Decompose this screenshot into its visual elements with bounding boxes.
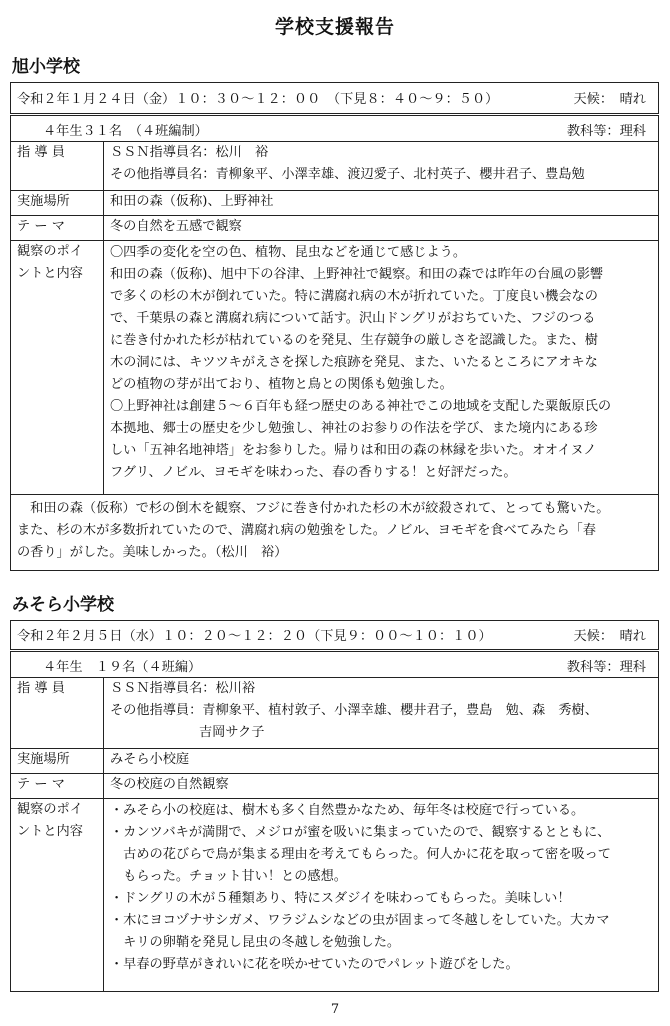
place-label: 実施場所 bbox=[11, 191, 104, 216]
school-name: みそら小学校 bbox=[12, 595, 114, 615]
date-time: 令和２年１月２４日（金）１０：３０～１２：００ （下見８：４０～９：５０） bbox=[17, 92, 499, 107]
points-line: で多くの杉の木が倒れていた。特に溝腐れ病の木が折れていた。丁度良い機会なの bbox=[110, 289, 598, 304]
comment-line: また、杉の木が多数折れていたので、溝腐れ病の勉強をした。ノビル、ヨモギを食べてみたら「春 bbox=[17, 523, 596, 538]
report-header-row bbox=[11, 621, 659, 651]
grade-info: ４年生 １９名（４班編） bbox=[43, 660, 202, 675]
lead-instructor: ＳＳＮ指導員名：松川 裕 bbox=[110, 145, 269, 160]
points-label-line: 観察のポイ bbox=[17, 244, 83, 259]
points-line: で、千葉県の森と溝腐れ病について話す。沢山ドングリがおちていた、フジのつる bbox=[110, 311, 596, 326]
points-line: に巻き付かれた杉が枯れているのを発見、生存競争の厳しさを認識した。また、樹 bbox=[110, 333, 598, 348]
points-line: どの植物の芽が出ており、植物と鳥との関係も勉強した。 bbox=[110, 377, 453, 392]
points-content bbox=[104, 241, 659, 495]
theme-label: テ ー マ bbox=[11, 774, 104, 799]
subject: 教科等：理科 bbox=[566, 124, 646, 139]
points-label bbox=[11, 799, 104, 992]
points-label-line: ントと内容 bbox=[17, 824, 83, 839]
points-line: キリの卵鞘を発見し昆虫の冬越しを勉強した。 bbox=[110, 935, 401, 950]
points-line: しい「五神名地神塔」をお参りした。帰りは和田の森の林縁を歩いた。オオイヌノ bbox=[110, 443, 597, 458]
place: 和田の森（仮称)、上野神社 bbox=[104, 191, 659, 216]
instructors-cell bbox=[104, 142, 659, 191]
report-header-row bbox=[11, 83, 659, 115]
other-instructors: その他指導員名：青柳象平、小澤幸雄、渡辺愛子、北村英子、櫻井君子、豊島勉 bbox=[110, 167, 585, 182]
instructors-cell bbox=[104, 678, 659, 749]
comment-line: 和田の森（仮称）で杉の倒木を観察、フジに巻き付かれた杉の木が絞殺されて、とっても驚いた。 bbox=[17, 501, 610, 516]
page-title: 学校支援報告 bbox=[274, 16, 395, 38]
grade-row bbox=[11, 115, 659, 142]
points-label bbox=[11, 241, 104, 495]
school-name: 旭小学校 bbox=[12, 57, 80, 77]
points-line: 〇四季の変化を空の色、植物、昆虫などを通じて感じよう。 bbox=[110, 245, 467, 260]
other-instructors: 吉岡サク子 bbox=[199, 725, 265, 740]
comment-line: の香り」がした。美味しかった。（松川 裕） bbox=[17, 545, 288, 560]
instructors-label: 指 導 員 bbox=[11, 678, 104, 749]
points-label-line: 観察のポイ bbox=[17, 802, 83, 817]
weather: 天候： 晴れ bbox=[573, 92, 646, 107]
weather: 天候： 晴れ bbox=[573, 629, 646, 644]
points-content bbox=[104, 799, 659, 992]
grade-row bbox=[11, 651, 659, 678]
points-line: ・みそら小の校庭は、樹木も多く自然豊かなため、毎年冬は校庭で行っている。 bbox=[110, 803, 585, 818]
date-time: 令和２年２月５日（水）１０：２０～１２：２０（下見９：００～１０：１０） bbox=[17, 629, 492, 644]
theme: 冬の自然を五感で観察 bbox=[104, 216, 659, 241]
place-label: 実施場所 bbox=[11, 749, 104, 774]
points-line: フグリ、ノビル、ヨモギを味わった、春の香りする！と好評だった。 bbox=[110, 465, 517, 480]
points-line: 本拠地、郷士の歴史を少し勉強し、神社のお参りの作法を学び、また境内にある珍 bbox=[110, 421, 598, 436]
other-instructors: その他指導員：青柳象平、植村敦子、小澤幸雄、櫻井君子，豊島 勉、森 秀樹、 bbox=[110, 703, 598, 718]
theme: 冬の校庭の自然観察 bbox=[104, 774, 659, 799]
points-line: 和田の森（仮称)、旭中下の谷津、上野神社で観察。和田の森では昨年の台風の影響 bbox=[110, 267, 604, 282]
place: みそら小校庭 bbox=[104, 749, 659, 774]
points-line: ・木にヨコヅナサシガメ、ワラジムシなどの虫が固まって冬越しをしていた。大カマ bbox=[110, 913, 610, 928]
points-line: ・ドングリの木が５種類あり、特にスダジイを味わってもらった。美味しい！ bbox=[110, 891, 571, 906]
comment-cell bbox=[11, 495, 659, 571]
theme-label: テ ー マ bbox=[11, 216, 104, 241]
instructors-label: 指 導 員 bbox=[11, 142, 104, 191]
report-table bbox=[10, 620, 659, 992]
points-line: 木の洞には、キツツキがえさを探した痕跡を発見、また、いたるところにアオキな bbox=[110, 355, 598, 370]
points-line: ・早春の野草がきれいに花を咲かせていたのでパレット遊びをした。 bbox=[110, 957, 519, 972]
page-number: 7 bbox=[330, 1002, 340, 1017]
points-line: もらった。チョット甘い！との感想。 bbox=[110, 869, 347, 884]
points-line: ・カンツバキが満開で、メジロが蜜を吸いに集まっていたので、観察するとともに、 bbox=[110, 825, 611, 840]
subject: 教科等：理科 bbox=[566, 660, 646, 675]
lead-instructor: ＳＳＮ指導員名：松川裕 bbox=[110, 681, 256, 696]
points-label-line: ントと内容 bbox=[17, 266, 83, 281]
grade-info: ４年生３１名 （４班編制） bbox=[43, 124, 208, 139]
points-line: 〇上野神社は創建５～６百年も経つ歴史のある神社でこの地域を支配した粟飯原氏の bbox=[110, 399, 612, 414]
report-table bbox=[10, 82, 659, 571]
points-line: 古めの花びらで鳥が集まる理由を考えてもらった。何人かに花を取って密を吸って bbox=[110, 847, 611, 862]
